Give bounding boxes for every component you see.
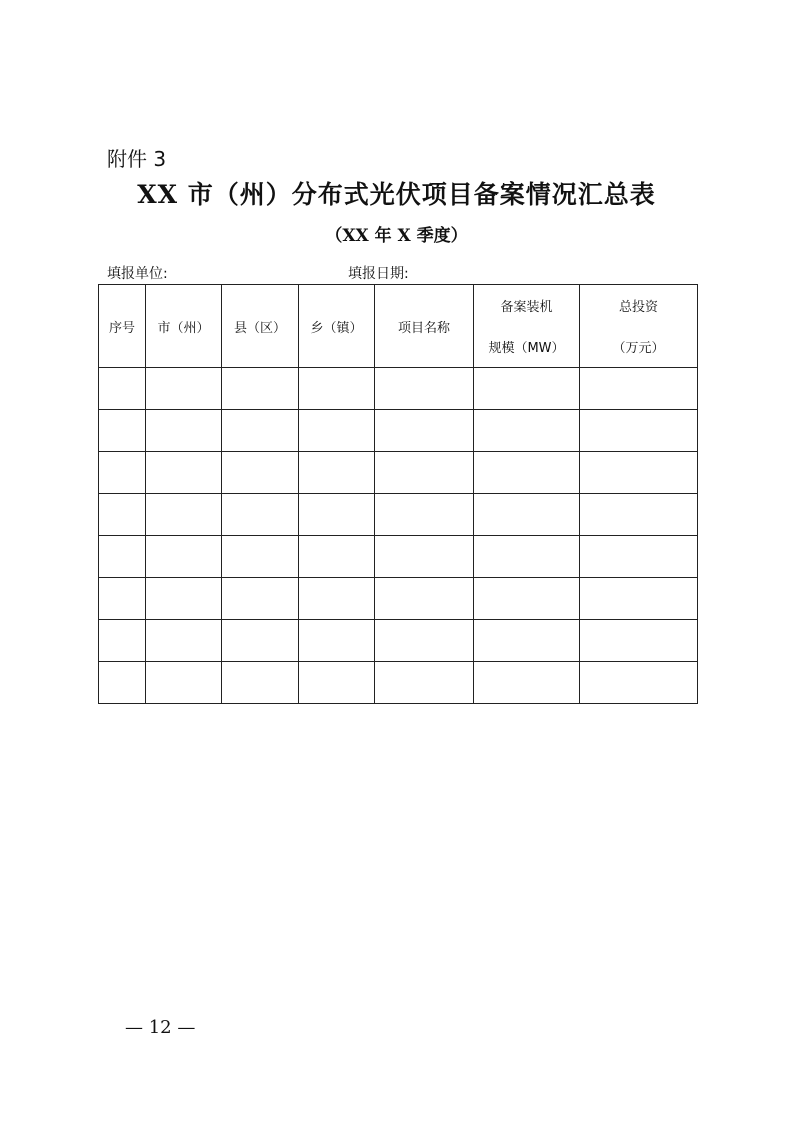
table-cell [222, 536, 299, 578]
table-cell [146, 536, 222, 578]
table-cell [146, 368, 222, 410]
table-cell [580, 662, 698, 704]
table-cell [474, 536, 580, 578]
table-cell [99, 410, 146, 452]
table-cell [375, 452, 474, 494]
fill-date-label: 填报日期: [348, 266, 409, 282]
table-cell [580, 452, 698, 494]
table-cell [375, 620, 474, 662]
table-cell [375, 410, 474, 452]
table-row [99, 410, 698, 452]
table-cell [580, 410, 698, 452]
header-town: 乡（镇） [299, 285, 375, 368]
table-cell [222, 494, 299, 536]
page-number: — 12 — [125, 1017, 196, 1038]
document-title: XX 市（州）分布式光伏项目备案情况汇总表 [137, 180, 656, 209]
table-cell [99, 578, 146, 620]
table-cell [474, 494, 580, 536]
table-cell [580, 494, 698, 536]
table-cell [146, 410, 222, 452]
table-cell [474, 662, 580, 704]
table-cell [222, 410, 299, 452]
fill-unit-label: 填报单位: [107, 266, 168, 282]
table-row [99, 662, 698, 704]
table-cell [99, 368, 146, 410]
header-project-name: 项目名称 [375, 285, 474, 368]
table-cell [375, 536, 474, 578]
table-cell [375, 662, 474, 704]
table-cell [299, 368, 375, 410]
table-cell [474, 620, 580, 662]
table-cell [580, 620, 698, 662]
table-cell [299, 494, 375, 536]
table-cell [222, 620, 299, 662]
table-cell [146, 452, 222, 494]
table-cell [580, 578, 698, 620]
table-cell [99, 620, 146, 662]
table-cell [299, 578, 375, 620]
table-header-row [99, 285, 698, 368]
header-county: 县（区） [222, 285, 299, 368]
header-investment: 总投资 （万元） [580, 285, 698, 368]
table-cell [474, 410, 580, 452]
summary-table [98, 284, 698, 704]
table-cell [375, 368, 474, 410]
table-cell [474, 368, 580, 410]
table-row [99, 536, 698, 578]
table-row [99, 452, 698, 494]
table-cell [222, 452, 299, 494]
table-row [99, 368, 698, 410]
document-subtitle: （XX 年 X 季度） [325, 226, 468, 246]
table-cell [222, 368, 299, 410]
table-cell [222, 578, 299, 620]
table-cell [146, 662, 222, 704]
table-cell [580, 536, 698, 578]
table-cell [99, 494, 146, 536]
table-cell [99, 536, 146, 578]
table-cell [299, 620, 375, 662]
header-city: 市（州） [146, 285, 222, 368]
table-cell [299, 452, 375, 494]
table-cell [146, 494, 222, 536]
table-cell [299, 536, 375, 578]
header-serial-number: 序号 [99, 285, 146, 368]
table-cell [375, 494, 474, 536]
header-capacity: 备案装机 规模（MW） [474, 285, 580, 368]
table-cell [146, 578, 222, 620]
table-cell [99, 452, 146, 494]
table-cell [99, 662, 146, 704]
table-row [99, 494, 698, 536]
attachment-label: 附件 3 [107, 147, 167, 171]
table-row [99, 620, 698, 662]
table-cell [580, 368, 698, 410]
table-cell [222, 662, 299, 704]
table-cell [299, 410, 375, 452]
table-cell [474, 452, 580, 494]
table-body [99, 368, 698, 704]
table-cell [146, 620, 222, 662]
table-row [99, 578, 698, 620]
table-cell [299, 662, 375, 704]
table-cell [474, 578, 580, 620]
table-cell [375, 578, 474, 620]
